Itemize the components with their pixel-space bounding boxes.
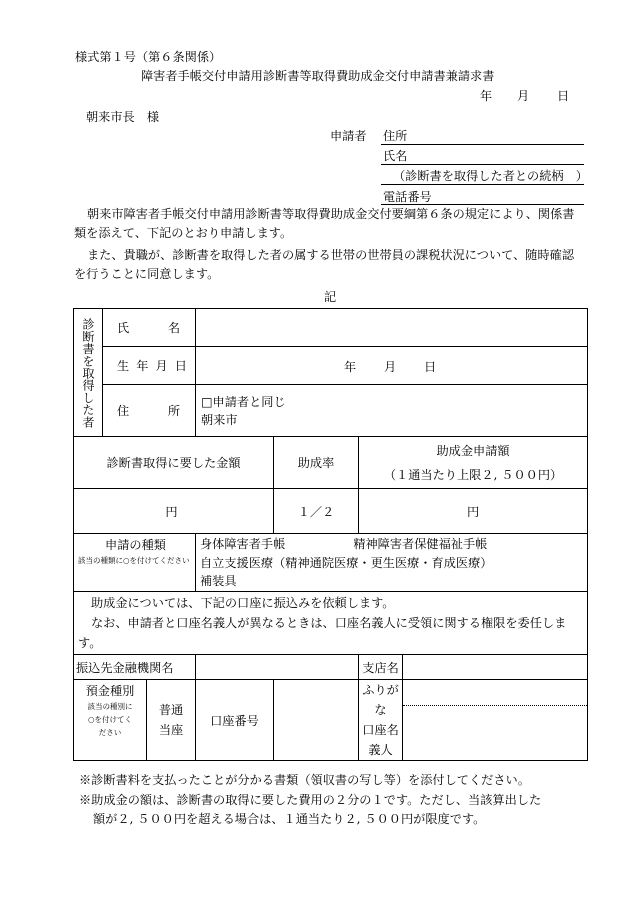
type-label-cell: 申請の種類 該当の種類に○を付けてください bbox=[74, 534, 196, 592]
paragraph-2: また、貴職が、診断書を取得した者の属する世帯の世帯員の課税状況について、随時確認を行うことに同意します。 bbox=[74, 248, 575, 281]
type-device[interactable]: 補装具 bbox=[200, 574, 237, 588]
paragraph-1: 朝来市障害者手帳交付申請用診断書等取得費助成金交付要綱第６条の規定により、関係書類を添えて、下記のとおり申請します。 bbox=[74, 207, 575, 240]
branch-label: 支店名 bbox=[359, 655, 403, 680]
subject-side-label: 診断書を取得した者 bbox=[74, 309, 103, 437]
applicant-address-label: 住所 bbox=[383, 129, 408, 143]
form-number: 様式第１号（第６条関係） bbox=[75, 50, 222, 64]
cost-amount-field[interactable]: 円 bbox=[74, 489, 274, 534]
account-current[interactable]: 当座 bbox=[158, 723, 184, 737]
birth-year: 年 bbox=[344, 360, 357, 374]
bank-label: 振込先金融機関名 bbox=[74, 655, 196, 680]
rate-label: 助成率 bbox=[274, 437, 359, 489]
grant-limit-note: （１通当たり上限２, ５００円） bbox=[383, 467, 563, 482]
type-physical[interactable]: 身体障害者手帳 bbox=[200, 537, 286, 551]
date-day: 日 bbox=[557, 89, 570, 103]
branch-field[interactable] bbox=[403, 655, 588, 680]
account-number-field[interactable] bbox=[274, 680, 359, 761]
note-receipt: ※診断書料を支払ったことが分かる書類（領収書の写し等）を添付してください。 bbox=[79, 773, 530, 787]
account-type-label-cell: 預金種別 該当の種別に ○を付けてく ださい bbox=[74, 680, 147, 761]
bank-field[interactable] bbox=[196, 655, 359, 680]
ki-heading: 記 bbox=[324, 290, 337, 304]
city-prefix: 朝来市 bbox=[201, 412, 238, 427]
furigana-label: ふりがな bbox=[362, 683, 399, 717]
applicant-label: 申請者 bbox=[330, 129, 367, 143]
type-mental[interactable]: 精神障害者保健福祉手帳 bbox=[353, 537, 488, 551]
note-amount-cont: 額が２, ５００円を超える場合は、１通当たり２, ５００円が限度です。 bbox=[93, 812, 486, 826]
name-label: 氏 名 bbox=[103, 309, 196, 347]
type-note: 該当の種類に○を付けてください bbox=[78, 556, 190, 565]
holder-field[interactable] bbox=[403, 680, 588, 761]
applicant-name-label: 氏名 bbox=[383, 149, 408, 163]
cost-label: 診断書取得に要した金額 bbox=[74, 437, 274, 489]
relation-underline bbox=[381, 184, 584, 185]
grant-label-cell: 助成金申請額 （１通当たり上限２, ５００円） bbox=[359, 437, 588, 489]
application-table bbox=[73, 308, 588, 761]
type-support-medical[interactable]: 自立支援医療（精神通院医療・更生医療・育成医療） bbox=[200, 555, 493, 570]
holder-label: 口座名義人 bbox=[362, 723, 399, 757]
phone-label: 電話番号 bbox=[383, 190, 432, 204]
date-year: 年 bbox=[480, 89, 493, 103]
name-field[interactable] bbox=[196, 309, 588, 347]
birthdate-label: 生 年 月 日 bbox=[103, 347, 196, 385]
address-field[interactable] bbox=[196, 385, 588, 437]
relation-note: （診断書を取得した者との続柄 ） bbox=[393, 169, 588, 183]
transfer-request: 助成金については、下記の口座に振込みを依頼します。 なお、申請者と口座名義人が異なるときは、口座名義人に受領に関する権限を委任します。 bbox=[74, 592, 588, 655]
form-title: 障害者手帳交付申請用診断書等取得費助成金交付申請書兼請求書 bbox=[141, 69, 495, 83]
rate-value: １／２ bbox=[274, 489, 359, 534]
same-as-applicant-checkbox[interactable]: □申請者と同じ bbox=[201, 394, 286, 409]
address-underline bbox=[381, 144, 584, 145]
furigana-divider bbox=[403, 705, 587, 706]
birth-month: 月 bbox=[384, 360, 397, 374]
grant-amount-field[interactable]: 円 bbox=[359, 489, 588, 534]
type-options[interactable] bbox=[196, 534, 588, 592]
account-ordinary[interactable]: 普通 bbox=[158, 703, 184, 717]
birth-day: 日 bbox=[424, 360, 437, 374]
addressee: 朝来市長 様 bbox=[86, 110, 160, 124]
address-label: 住 所 bbox=[103, 385, 196, 437]
birthdate-field[interactable] bbox=[196, 347, 588, 385]
name-underline bbox=[381, 164, 584, 165]
account-number-label: 口座番号 bbox=[196, 680, 274, 761]
account-type-options[interactable] bbox=[147, 680, 196, 761]
date-month: 月 bbox=[517, 89, 530, 103]
holder-label-cell bbox=[359, 680, 403, 761]
note-amount: ※助成金の額は、診断書の取得に要した費用の２分の１です。ただし、当該算出した bbox=[79, 793, 542, 807]
